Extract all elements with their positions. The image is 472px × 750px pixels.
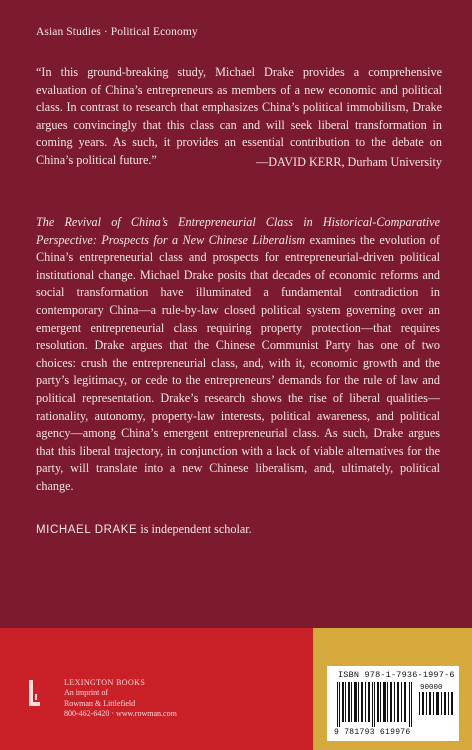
isbn-text: ISBN 978-1-7936-1997-6 [338,670,455,680]
publisher-info [64,678,177,720]
lexington-logo-icon [26,680,40,708]
ean-number: 9 781793 619976 [334,728,411,737]
category-label: Asian Studies · Political Economy [36,26,198,38]
bottom-band [0,628,472,750]
barcode-icon [337,682,413,727]
author-name: MICHAEL DRAKE [36,524,138,536]
publisher-name: LEXINGTON BOOKS [64,678,146,687]
book-title: The Revival of China’s Entrepreneurial Class in Historical-Comparative Perspective: Prospects for a New Chinese Liberalism [36,215,440,247]
book-description [36,214,440,496]
publisher-imprint-line: An imprint of [64,688,108,698]
endorsement-attribution: —DAVID KERR, Durham University [256,155,442,169]
publisher-band [0,628,313,750]
price-addon-number: 90000 [420,684,443,692]
author-bio [36,522,252,537]
publisher-parent: Rowman & Littlefield [64,698,136,708]
endorsement-quote: “In this ground-breaking study, Michael Drake provides a comprehensive evaluation of China’s entrepreneurs as members of a new economic and political class. In contrast to research that emphasizes China’s political immobilism, Drake argues convincingly that this class can and will seek liberal transformation in coming years. As such, it provides an essential contribution to the debate on China’s political future.” [36,65,442,167]
author-bio-text: is independent scholar. [137,522,252,536]
publisher-contact: 800-462-6420 · www.rowman.com [64,709,177,719]
description-body: examines the evolution of China’s entrepreneurial class and prospects for entrepreneurial-driven political institutional change. Michael Drake posits that decades of economic reforms and social transformation have illuminated a fundamental contradiction in contemporary China—a rule-by-law closed political system governing over an emergent entrepreneurial class requiring property protection—that requires resolution. Drake argues that the Chinese Communist Party has one of two choices: crush the entrepreneurial class, and, with it, economic growth and the party’s legitimacy, or cede to the entrepreneurs’ demands for the rule of law and political representation. Drake’s research shows the rise of liberal qualities—rationality, autonomy, property-law interests, political awareness, and political agency—among China’s emergent entrepreneurial class. As such, Drake argues that this liberal trajectory, in conjunction with a lack of viable alternatives for the party, will translate into a new Chinese liberalism, and, ultimately, political change. [36,232,440,493]
